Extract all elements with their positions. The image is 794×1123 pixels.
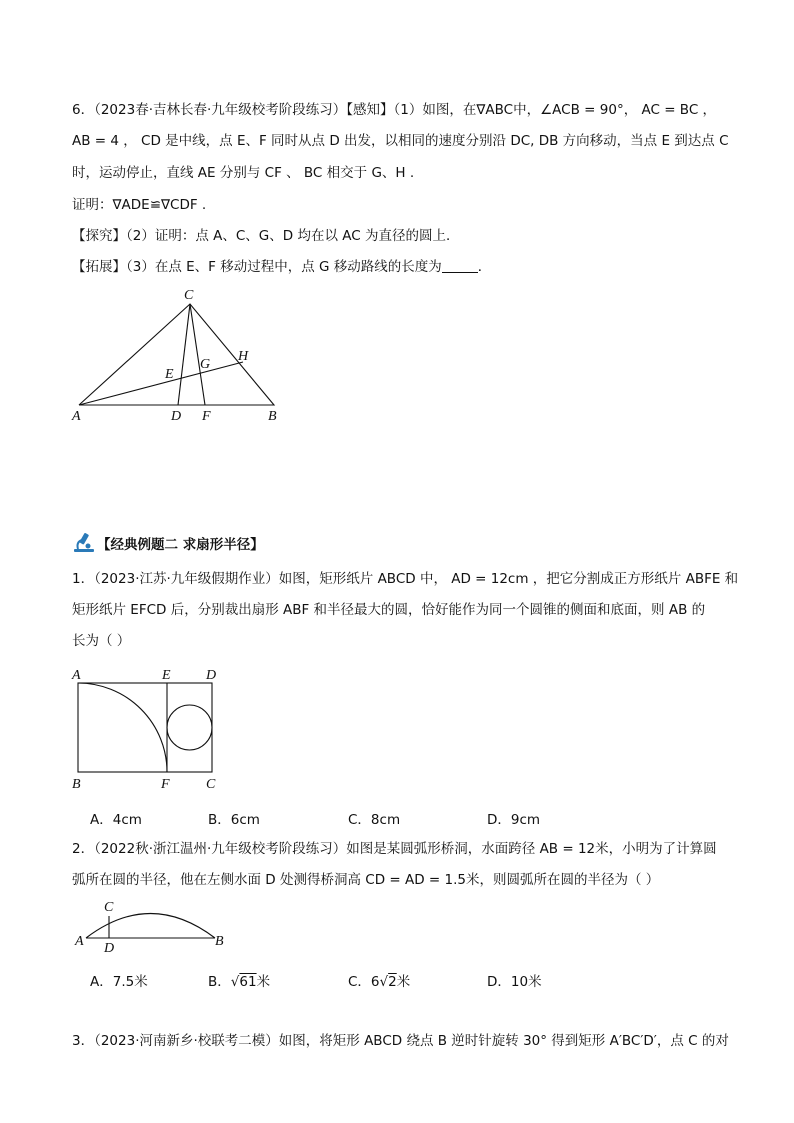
q1-label-e: E [162,668,171,683]
q1-option-c[interactable]: C．8cm [348,812,401,828]
q6-label-d: D [171,409,182,424]
q1-option-d[interactable]: D．9cm [487,812,541,828]
q2-option-c-radicand: 2 [388,974,397,990]
q2-option-b-suffix: 米 [256,974,271,990]
q1-line-1: 1．（2023·江苏·九年级假期作业）如图，矩形纸片 ABCD 中， AD = 12cm ，把它分割成正方形纸片 ABFE 和 [72,571,739,587]
q6-line-1: 6．（2023春·吉林长春·九年级校考阶段练习）【感知】（1）如图，在∇ABC中，∠ACB = 90°， AC = BC ， [72,102,717,118]
q2-option-b-prefix: B． [208,974,231,990]
q2-label-a: A [75,934,84,949]
q6-line-2: AB = 4 ， CD 是中线，点 E、F 同时从点 D 出发，以相同的速度分别沿 DC, DB 方向移动，当点 E 到达点 C [72,133,729,149]
section-title: 【经典例题二 求扇形半径】 [97,537,264,553]
q2-label-c: C [104,900,114,915]
q2-option-c[interactable] [348,970,410,990]
q2-label-b: B [215,934,224,949]
q2-option-b[interactable] [208,970,270,990]
q6-line-6-end: ． [477,259,492,275]
microscope-icon [72,530,96,558]
q6-label-h: H [238,349,249,364]
q6-line-6 [72,257,491,277]
q6-line-3: 时，运动停止，直线 AE 分别与 CF 、 BC 相交于 G、H . [72,165,415,181]
q6-line-4: 证明：∇ADE≌∇CDF . [72,197,207,213]
q6-label-f: F [202,409,211,424]
q6-line-6-text: 【拓展】（3）在点 E、F 移动过程中，点 G 移动路线的长度为 [72,259,442,275]
q1-label-a: A [72,668,81,683]
q2-option-c-prefix: C．6 [348,974,380,990]
q1-line-3: 长为（ ） [72,633,131,649]
sqrt-icon: √ [230,974,240,990]
q1-option-a[interactable]: A．4cm [90,812,142,828]
q2-option-a[interactable]: A．7.5米 [90,974,148,990]
q6-label-a: A [72,409,81,424]
q1-option-b[interactable]: B．6cm [208,812,260,828]
q2-line-1: 2．（2022秋·浙江温州·九年级校考阶段练习）如图是某圆弧形桥洞，水面跨径 AB = 12米，小明为了计算圆 [72,841,717,857]
q2-option-b-radicand: 61 [239,974,257,990]
q1-line-2: 矩形纸片 EFCD 后，分别裁出扇形 ABF 和半径最大的圆，恰好能作为同一个圆锥的侧面和底面，则 AB 的 [72,602,706,618]
q1-figure [65,664,235,796]
q1-label-b: B [72,777,81,792]
q6-figure [60,282,300,431]
q2-label-d: D [104,941,115,956]
q2-line-2: 弧所在圆的半径，他在左侧水面 D 处测得桥洞高 CD = AD = 1.5米，则圆弧所在圆的半径为（ ） [72,872,660,888]
q1-label-f: F [161,777,170,792]
q3-line-1: 3．（2023·河南新乡·校联考二模）如图，将矩形 ABCD 绕点 B 逆时针旋转 30° 得到矩形 A′BC′D′，点 C 的对 [72,1033,729,1049]
q6-label-e: E [165,367,174,382]
q2-option-d[interactable]: D．10米 [487,974,542,990]
sqrt-icon: √ [379,974,389,990]
q6-label-g: G [200,357,211,372]
q1-label-c: C [206,777,216,792]
q6-line-5: 【探究】（2）证明：点 A、C、G、D 均在以 AC 为直径的圆上． [72,228,460,244]
q2-figure [68,894,238,962]
q2-option-c-suffix: 米 [396,974,411,990]
q6-label-c: C [184,288,194,303]
answer-blank [442,258,478,273]
q6-label-b: B [268,409,277,424]
q1-label-d: D [206,668,217,683]
